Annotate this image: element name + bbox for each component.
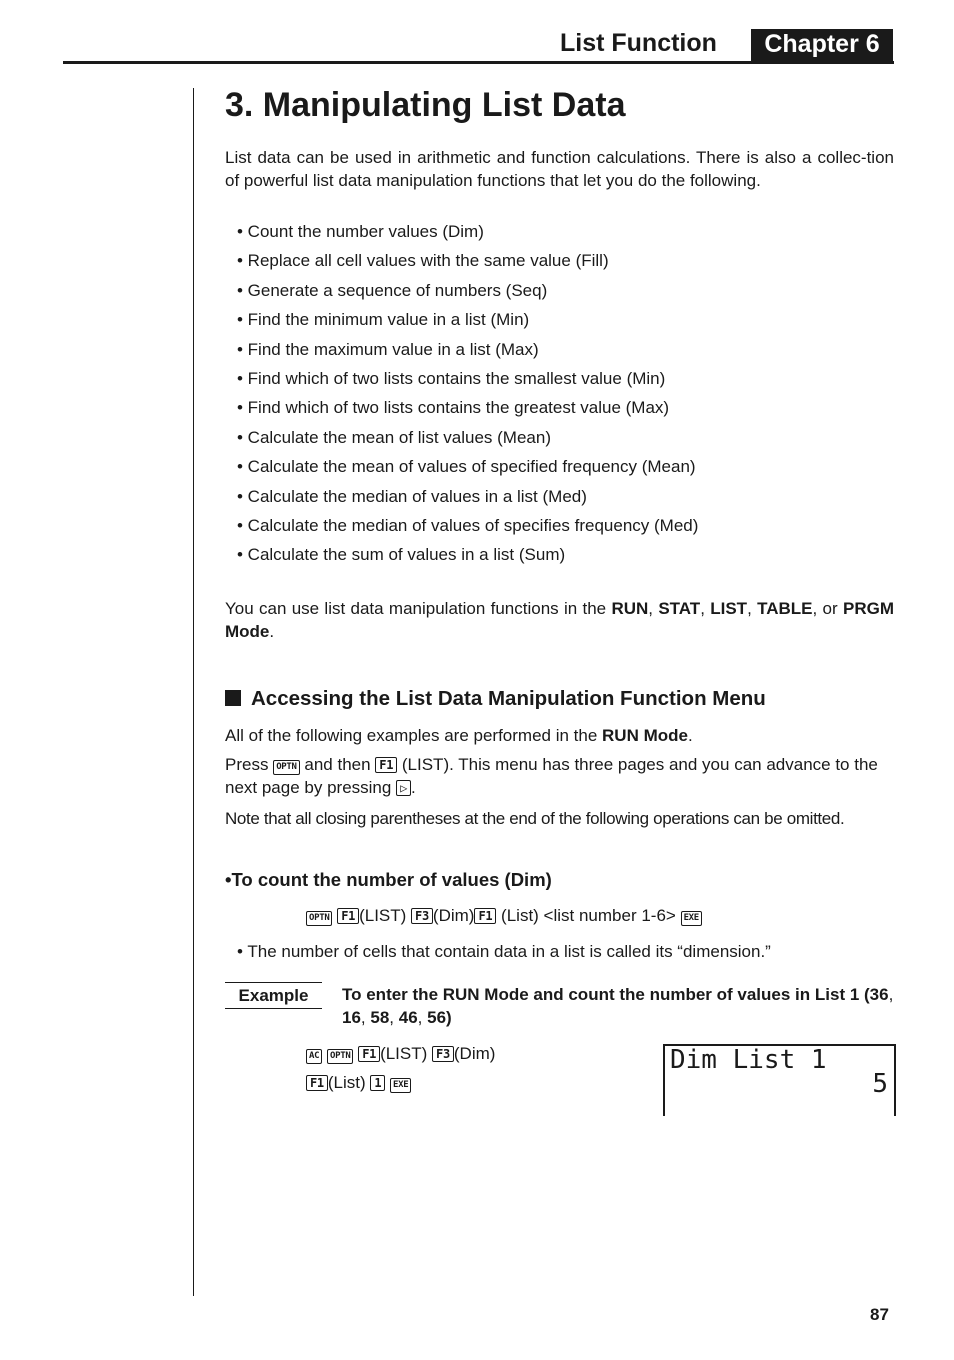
- calculator-screen: [663, 1044, 896, 1116]
- note-paragraph: Note that all closing parentheses at the end of the following operations can be omitted.: [225, 809, 845, 828]
- intro-paragraph: List data can be used in arithmetic and function calculations. There is also a collec-tion of powerful list data manipulation functions that let you do the following.: [225, 148, 894, 190]
- function-list: [237, 220, 877, 573]
- example-label: Example: [225, 982, 322, 1009]
- margin-rule: [193, 88, 194, 1296]
- list-item: • Replace all cell values with the same value (Fill): [237, 251, 609, 271]
- chapter-badge: Chapter 6: [751, 29, 893, 62]
- f1-key-icon: F1: [375, 757, 397, 773]
- f3-key-icon: F3: [411, 908, 433, 924]
- list-item: • Calculate the mean of list values (Mean): [237, 427, 551, 447]
- example-key-sequence-1: AC OPTN F1 (LIST) F3 (Dim): [306, 1042, 495, 1065]
- list-item: • Calculate the sum of values in a list (Sum): [237, 545, 566, 565]
- list-item: • Count the number values (Dim): [237, 222, 484, 241]
- screen-command-line: Dim List 1: [670, 1045, 827, 1075]
- f3-key-icon: F3: [432, 1046, 454, 1062]
- f1-key-icon: F1: [306, 1075, 328, 1091]
- dim-key-sequence: OPTN F1 (LIST) F3 (Dim) F1 (List) <list number 1-6> EXE: [306, 904, 702, 927]
- list-item: • Find the maximum value in a list (Max): [237, 339, 539, 359]
- exe-key-icon: EXE: [390, 1078, 411, 1093]
- example-key-sequence-2: F1 (List) 1 EXE: [306, 1071, 411, 1094]
- exe-key-icon: EXE: [681, 911, 702, 926]
- optn-key-icon: OPTN: [306, 911, 332, 926]
- run-mode-paragraph: All of the following examples are performed in the RUN Mode.: [225, 726, 693, 745]
- list-item: • Find which of two lists contains the greatest value (Max): [237, 398, 670, 418]
- list-item: • Calculate the mean of values of specified frequency (Mean): [237, 457, 696, 477]
- list-item: • Generate a sequence of numbers (Seq): [237, 280, 548, 300]
- f1-key-icon: F1: [474, 908, 496, 924]
- list-item: • Find the minimum value in a list (Min): [237, 310, 530, 330]
- page-title: 3. Manipulating List Data: [225, 86, 626, 124]
- f1-key-icon: F1: [337, 908, 359, 924]
- modes-paragraph: You can use list data manipulation functions in the RUN, STAT, LIST, TABLE, or PRGM Mode.: [225, 599, 894, 641]
- header-rule: [63, 61, 894, 64]
- header-section-title: List Function: [560, 29, 717, 57]
- page-number: 87: [870, 1305, 889, 1324]
- list-item: • Find which of two lists contains the smallest value (Min): [237, 368, 666, 388]
- section-heading: Accessing the List Data Manipulation Function Menu: [225, 686, 766, 712]
- optn-key-icon: OPTN: [327, 1049, 353, 1064]
- square-bullet-icon: [225, 690, 241, 706]
- one-key-icon: 1: [370, 1075, 385, 1091]
- dim-heading: •To count the number of values (Dim): [225, 869, 552, 890]
- example-description: To enter the RUN Mode and count the number of values in List 1 (36, 16, 58, 46, 56): [342, 985, 894, 1027]
- screen-result: 5: [872, 1069, 888, 1099]
- list-item: • Calculate the median of values of specifies frequency (Med): [237, 515, 699, 535]
- ac-key-icon: AC: [306, 1049, 322, 1064]
- dimension-note: • The number of cells that contain data in a list is called its “dimension.”: [237, 942, 771, 961]
- list-item: • Calculate the median of values in a list (Med): [237, 486, 587, 506]
- right-arrow-key-icon: ▷: [396, 780, 411, 796]
- optn-key-icon: OPTN: [273, 760, 299, 775]
- press-paragraph: Press OPTN and then F1 (LIST). This menu has three pages and you can advance to the next page by pressing ▷ .: [225, 755, 878, 797]
- f1-key-icon: F1: [358, 1046, 380, 1062]
